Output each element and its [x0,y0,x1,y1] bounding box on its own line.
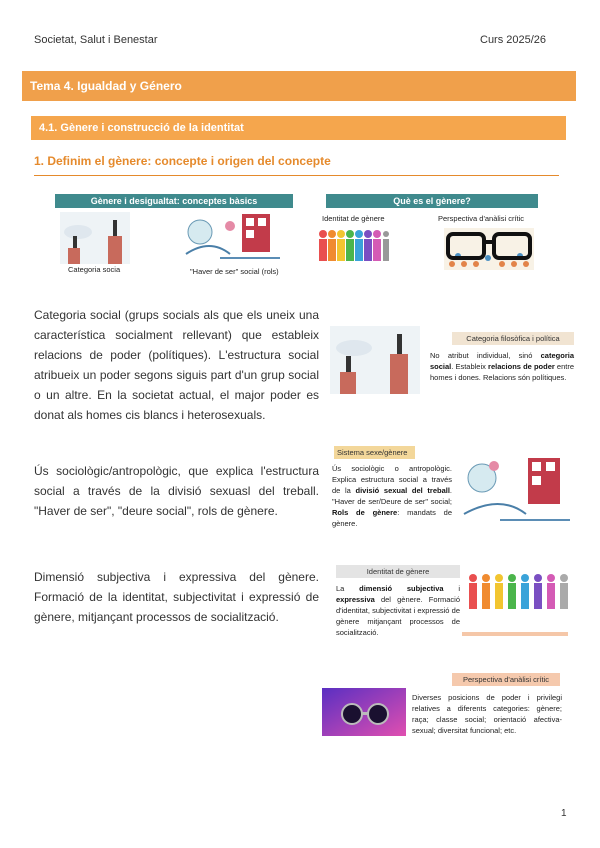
caption-category: Categoria socia [68,265,121,274]
paragraph-gender-identity: Dimensió subjectiva i expressiva del gènere. Formació de la identitat, subjectivitat i expressió de gènere, mitjançant processos de socialització. [34,570,319,624]
subsection-band: 4.1. Gènere i construcció de la identitat [31,116,566,140]
card3-label: Identitat de gènere [336,565,460,578]
card1-text: No atribut individual, sinó categoria social. Estableix relacions de poder entre homes i dones. Relacions són polítiques. [430,351,575,382]
header-course-name: Societat, Salut i Benestar [34,34,158,46]
card4-label: Perspectiva d'anàlisi crític [452,673,560,686]
section-title: 1. Definim el gènere: concepte i origen del concepte [34,154,331,168]
card3-divider [462,632,568,636]
header-course-year: Curs 2025/26 [480,34,547,46]
card3-image [466,572,570,612]
paragraph-sex-gender-system: Ús sociològic/antropològic, que explica l'estructura social a través de la divisió sexuasl del treball. "Haver de ser", "deure social", rols de gènere. [34,464,319,518]
card2-image [460,452,572,526]
page-number: 1 [561,808,567,819]
social-category-illustration [60,212,130,264]
glasses-people-illustration [444,228,534,270]
caption-identity: Identitat de gènere [322,214,385,223]
identity-figures-illustration [318,226,390,270]
section-rule [34,175,559,176]
card2-text: Ús sociològic o antropològic. Explica estructura social a través de la divisió sexual del treball. "Haver de ser/Deure de ser" social; Rols de gènere: mandats de gènere. [332,464,453,528]
card1-label: Categoria filosòfica i política [452,332,574,345]
card2-label: Sistema sexe/gènere [334,446,415,459]
card4-image [322,688,406,736]
paragraph-social-category: Categoria social (grups socials als que els uneix una característica socialment rellevant) que estableix relacions de poder (polítiques). L'estructura social atribueix un poder segons siguis part d'un grup social o un altre. En la societat actual, el major poder es donat als homes cis blancs i heterosexuals. [34,308,319,422]
caption-roles: "Haver de ser" social (rols) [190,267,279,276]
gender-roles-illustration [180,208,286,266]
what-is-gender-bar: Què es el gènere? [326,194,538,208]
caption-perspective: Perspectiva d'anàlisi crític [438,214,525,223]
card4-text: Diverses posicions de poder i privilegi relatives a diferents categories: gènere; raça; classe social; orientació afectiva-sexual; diversitat funcional; etc. [412,693,562,735]
basic-concepts-bar: Gènere i desigualtat: conceptes bàsics [55,194,293,208]
card1-image [330,326,420,394]
card3-text: La dimensió subjectiva i expressiva del gènere. Formació d'identitat, subjectivitat i expressió de gènere mitjançant processos de socialització. [336,584,460,637]
tema-band: Tema 4. Igualdad y Género [22,71,576,101]
